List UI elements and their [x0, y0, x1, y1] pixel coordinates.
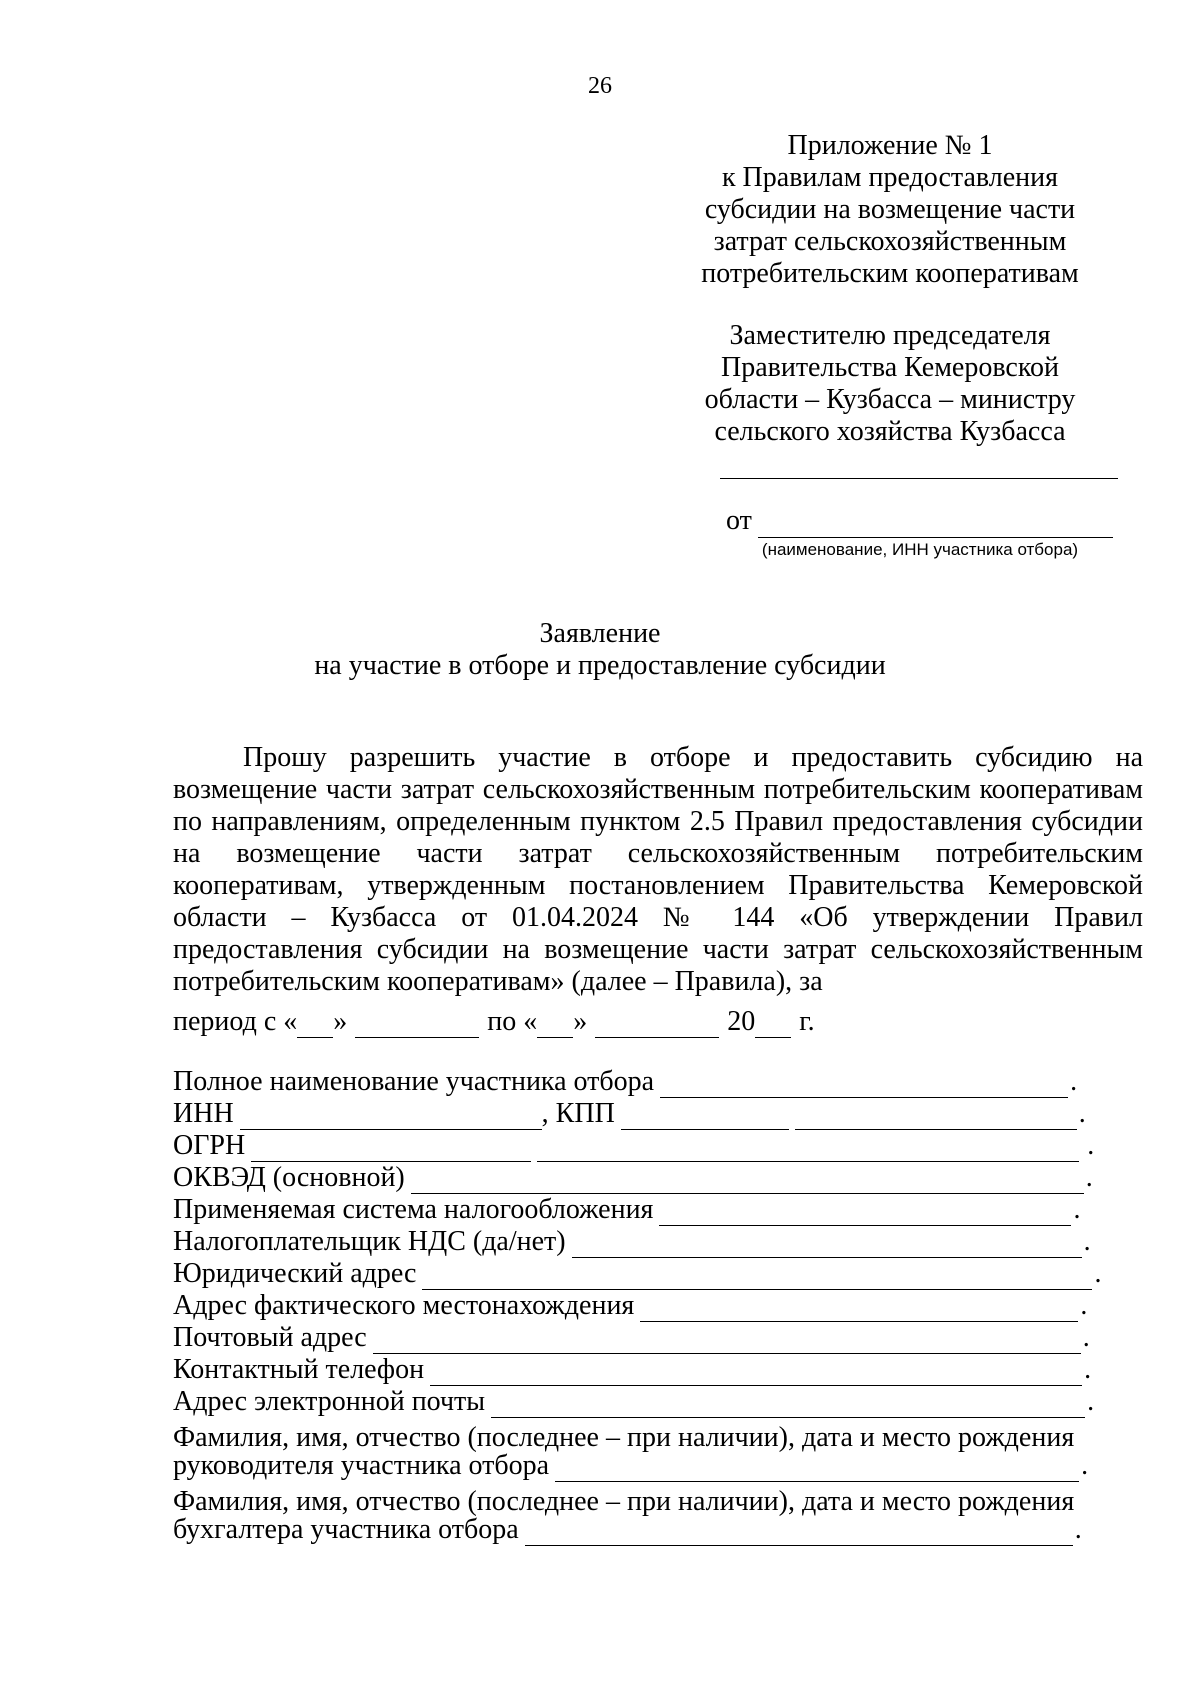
field-label: ОГРН — [173, 1130, 246, 1161]
appendix-line: к Правилам предоставления — [721, 162, 1059, 193]
field-label: ИНН — [173, 1098, 234, 1129]
appendix-line: Приложение № 1 — [787, 130, 993, 161]
field-head — [173, 1450, 1088, 1482]
field-label: Полное наименование участника отбора — [173, 1066, 655, 1097]
accountant-input[interactable] — [525, 1521, 1073, 1546]
ogrn-extra-input[interactable] — [537, 1137, 1079, 1162]
request-text: Прошу разрешить участие в отборе и предоставить субсидию на возмещение части затрат сельскохозяйственным потребительским кооперативам по направлениям, определенным пунктом 2.5 Правил предоставления субсидии на возмещение части затрат сельскохозяйственным потребительским кооперативам, утвержденным постановлением Правительства Кемеровской области – Кузбасса от 01.04.2024 № 144 «Об утверждении Правил предоставления субсидии на возмещение части затрат сельскохозяйственным потребительским кооперативам» (далее – Правила), за — [173, 742, 1143, 997]
addressee-line: сельского хозяйства Кузбасса — [714, 416, 1066, 447]
field-inn-kpp — [173, 1098, 1086, 1130]
field-email — [173, 1386, 1094, 1418]
dot: . — [1094, 1258, 1102, 1289]
field-label: Применяемая система налогообложения — [173, 1194, 654, 1225]
appendix-header — [690, 130, 1090, 290]
period-suffix: г. — [799, 1006, 815, 1037]
field-okved — [173, 1162, 1093, 1194]
vat-payer-input[interactable] — [572, 1233, 1082, 1258]
request-paragraph — [173, 742, 1143, 998]
head-input[interactable] — [555, 1457, 1079, 1482]
field-label: Адрес электронной почты — [173, 1386, 486, 1417]
addressee-line: области – Кузбасса – министру — [704, 384, 1076, 415]
field-phone — [173, 1354, 1091, 1386]
period-from-month[interactable] — [355, 1013, 479, 1038]
from-caption: (наименование, ИНН участника отбора) — [761, 540, 1079, 559]
field-label: Почтовый адрес — [173, 1322, 367, 1353]
period-year: 20 — [727, 1006, 756, 1037]
field-accountant — [173, 1514, 1082, 1546]
title-line-1: Заявление — [539, 618, 661, 649]
full-name-input[interactable] — [660, 1073, 1068, 1098]
addressee-block — [690, 320, 1090, 448]
kpp-input[interactable] — [621, 1105, 789, 1130]
field-label: Контактный телефон — [173, 1354, 425, 1385]
addressee-line: Правительства Кемеровской — [720, 352, 1060, 383]
email-input[interactable] — [491, 1393, 1085, 1418]
ogrn-input[interactable] — [251, 1137, 531, 1162]
page-number: 26 — [588, 73, 612, 99]
period-year-suffix[interactable] — [755, 1013, 791, 1038]
from-name-line[interactable] — [758, 537, 1113, 538]
field-legal-address — [173, 1258, 1101, 1290]
dot: . — [1074, 1514, 1082, 1545]
appendix-line: потребительским кооперативам — [701, 258, 1079, 289]
dot: . — [1085, 1162, 1093, 1193]
inn-input[interactable] — [240, 1105, 542, 1130]
field-label: бухгалтера участника отбора — [173, 1514, 519, 1545]
dot: . — [1084, 1354, 1092, 1385]
dot: . — [1080, 1290, 1088, 1321]
dot: . — [1087, 1386, 1095, 1417]
dot: . — [1081, 1450, 1089, 1481]
title-line-2: на участие в отборе и предоставление субсидии — [314, 650, 886, 681]
field-ogrn — [173, 1130, 1094, 1162]
kpp-extra-input[interactable] — [795, 1105, 1077, 1130]
field-label: Налогоплательщик НДС (да/нет) — [173, 1226, 566, 1257]
dot: . — [1073, 1194, 1081, 1225]
tax-system-input[interactable] — [659, 1201, 1071, 1226]
dot: . — [1070, 1066, 1078, 1097]
phone-input[interactable] — [430, 1361, 1082, 1386]
period-to-month[interactable] — [595, 1013, 719, 1038]
field-tax-system — [173, 1194, 1080, 1226]
appendix-line: затрат сельскохозяйственным — [713, 226, 1067, 257]
period-to-day[interactable] — [537, 1013, 573, 1038]
field-postal-address — [173, 1322, 1090, 1354]
addressee-name-line[interactable] — [720, 478, 1118, 479]
kpp-label: , КПП — [541, 1098, 615, 1129]
field-label: Адрес фактического местонахождения — [173, 1290, 635, 1321]
period-from-day[interactable] — [297, 1013, 333, 1038]
okved-input[interactable] — [411, 1169, 1084, 1194]
field-label: руководителя участника отбора — [173, 1450, 550, 1481]
field-label: Юридический адрес — [173, 1258, 417, 1289]
dot: . — [1078, 1098, 1086, 1129]
dot: . — [1083, 1226, 1091, 1257]
field-label: ОКВЭД (основной) — [173, 1162, 405, 1193]
period-close-2: » — [573, 1006, 588, 1037]
legal-address-input[interactable] — [422, 1265, 1092, 1290]
addressee-line: Заместителю председателя — [729, 320, 1051, 351]
dot: . — [1087, 1130, 1095, 1161]
period-close-1: » — [333, 1006, 348, 1037]
field-accountant-intro: Фамилия, имя, отчество (последнее – при наличии), дата и место рождения — [173, 1486, 1075, 1517]
postal-address-input[interactable] — [373, 1329, 1081, 1354]
period-to: по « — [487, 1006, 538, 1037]
appendix-line: субсидии на возмещение части — [704, 194, 1076, 225]
field-actual-address — [173, 1290, 1087, 1322]
field-full-name — [173, 1066, 1077, 1098]
field-vat-payer — [173, 1226, 1091, 1258]
period-prefix: период с « — [173, 1006, 298, 1037]
field-head-intro: Фамилия, имя, отчество (последнее – при наличии), дата и место рождения — [173, 1422, 1075, 1453]
document-title — [0, 618, 1200, 682]
dot: . — [1082, 1322, 1090, 1353]
period-line — [173, 1006, 815, 1038]
from-label: от — [726, 505, 752, 536]
actual-address-input[interactable] — [640, 1297, 1078, 1322]
